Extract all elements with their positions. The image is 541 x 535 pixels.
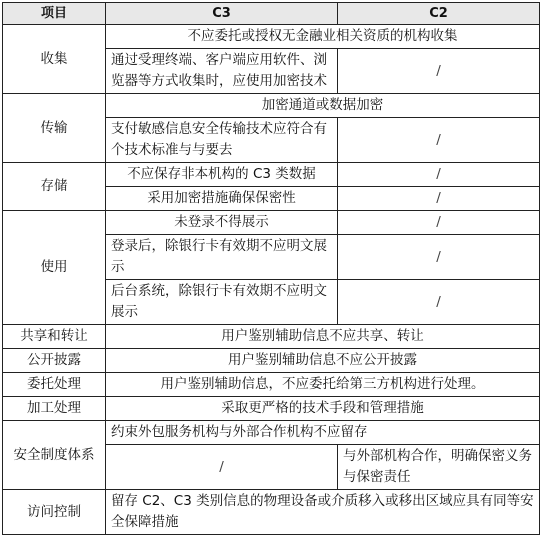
cell-use-c2-c: / <box>338 280 540 325</box>
table-row <box>3 325 540 349</box>
row-label-security: 安全制度体系 <box>3 421 106 490</box>
table-row <box>3 211 540 235</box>
cell-disclose-both: 用户鉴别辅助信息不应公开披露 <box>106 349 540 373</box>
table-row <box>3 397 540 421</box>
cell-store-c2-b: / <box>338 187 540 211</box>
cell-security-c2: 与外部机构合作，明确保密义务与保密责任 <box>338 445 540 490</box>
table-row <box>3 373 540 397</box>
row-label-share: 共享和转让 <box>3 325 106 349</box>
row-label-access: 访问控制 <box>3 490 106 535</box>
cell-use-c3-c: 后台系统，除银行卡有效期不应明文展示 <box>106 280 338 325</box>
cell-security-c3: / <box>106 445 338 490</box>
row-label-entrust: 委托处理 <box>3 373 106 397</box>
table-header-row <box>3 3 540 25</box>
header-item: 项目 <box>3 3 106 25</box>
data-classification-table <box>2 2 540 535</box>
cell-use-c3-a: 未登录不得展示 <box>106 211 338 235</box>
cell-collect-c3: 通过受理终端、客户端应用软件、浏览器等方式收集时，应使用加密技术 <box>106 49 338 94</box>
row-label-collect: 收集 <box>3 25 106 94</box>
row-label-use: 使用 <box>3 211 106 325</box>
cell-share-both: 用户鉴别辅助信息不应共享、转让 <box>106 325 540 349</box>
row-label-process: 加工处理 <box>3 397 106 421</box>
cell-collect-both: 不应委托或授权无金融业相关资质的机构收集 <box>106 25 540 49</box>
row-label-store: 存储 <box>3 163 106 211</box>
cell-transmit-c3: 支付敏感信息安全传输技术应符合有个技术标准与与要去 <box>106 118 338 163</box>
cell-transmit-c2: / <box>338 118 540 163</box>
header-c2: C2 <box>338 3 540 25</box>
cell-process-both: 采取更严格的技术手段和管理措施 <box>106 397 540 421</box>
cell-use-c3-b: 登录后，除银行卡有效期不应明文展示 <box>106 235 338 280</box>
cell-store-c3-a: 不应保存非本机构的 C3 类数据 <box>106 163 338 187</box>
cell-use-c2-a: / <box>338 211 540 235</box>
table-row <box>3 349 540 373</box>
cell-store-c3-b: 采用加密措施确保保密性 <box>106 187 338 211</box>
table-row <box>3 25 540 49</box>
row-label-transmit: 传输 <box>3 94 106 163</box>
cell-collect-c2: / <box>338 49 540 94</box>
cell-access-both: 留存 C2、C3 类别信息的物理设备或介质移入或移出区域应具有同等安全保障措施 <box>106 490 540 535</box>
header-c3: C3 <box>106 3 338 25</box>
cell-transmit-both: 加密通道或数据加密 <box>106 94 540 118</box>
table-row <box>3 94 540 118</box>
table-row <box>3 421 540 445</box>
cell-security-both: 约束外包服务机构与外部合作机构不应留存 <box>106 421 540 445</box>
row-label-disclose: 公开披露 <box>3 349 106 373</box>
table-row <box>3 490 540 535</box>
cell-use-c2-b: / <box>338 235 540 280</box>
cell-entrust-both: 用户鉴别辅助信息，不应委托给第三方机构进行处理。 <box>106 373 540 397</box>
table-row <box>3 163 540 187</box>
cell-store-c2-a: / <box>338 163 540 187</box>
